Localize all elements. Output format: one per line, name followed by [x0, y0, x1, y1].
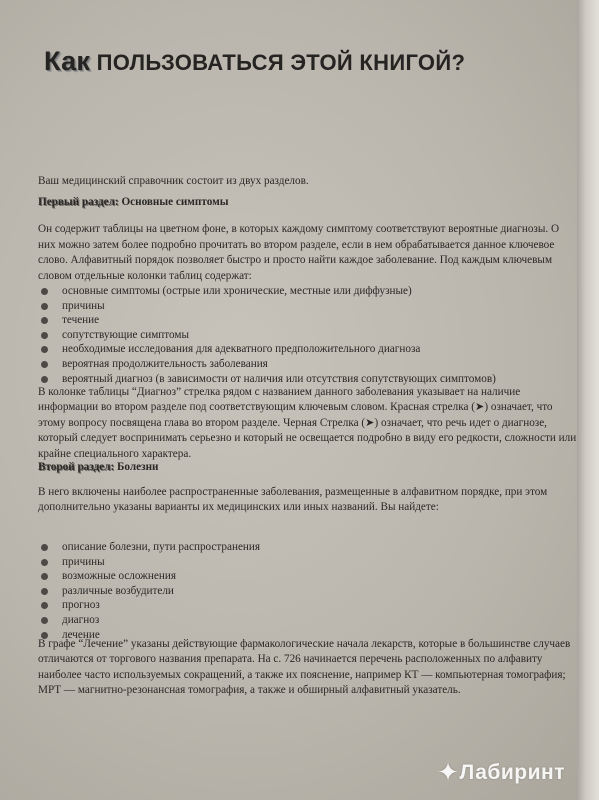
bullet-icon [41, 303, 48, 310]
section-2-name: Болезни [114, 461, 159, 473]
section-1-heading [38, 195, 578, 210]
list-item [38, 299, 578, 314]
list-item [38, 555, 578, 570]
bullet-icon [41, 573, 48, 580]
intro-text [38, 174, 578, 189]
bullet-icon [41, 588, 48, 595]
list-item-text: описание болезни, пути распространения [62, 541, 261, 553]
watermark-text: Лабиринт [459, 761, 565, 784]
list-item [38, 313, 578, 328]
intro-sentence: Ваш медицинский справочник состоит из двух разделов. [38, 175, 309, 187]
bullet-icon [41, 288, 48, 295]
bullet-icon [41, 361, 48, 368]
bullet-icon [41, 544, 48, 551]
list-item-text: основные симптомы (острые или хронические, местные или диффузные) [62, 285, 412, 297]
list-item [38, 613, 578, 628]
list-item-text: необходимые исследования для адекватного предположительного диагноза [62, 343, 421, 356]
bullet-icon [41, 376, 48, 383]
bullet-icon [41, 559, 48, 566]
book-spine [577, 0, 599, 800]
list-item-text: лечение [62, 628, 100, 641]
list-item-text: течение [62, 314, 100, 327]
list-item [38, 357, 578, 372]
bullet-icon [41, 346, 48, 353]
section-1-paragraph: Он содержит таблицы на цветном фоне, в которых каждому симптому соответствуют вероятные диагнозы. О них можно затем более подробно прочитать во втором разделе, если в нем обрабатывается данное ключевое слово. Алфавитный порядок позволяет быстро и просто найти каждое заболевание. Под каждым ключевым словом отдельные колонки таблиц содержат: [38, 223, 560, 282]
section-1-list [38, 284, 578, 386]
list-item [38, 372, 578, 387]
title-rest: ПОЛЬЗОВАТЬСЯ ЭТОЙ КНИГОЙ? [90, 50, 466, 75]
bullet-icon [41, 602, 48, 609]
list-item [38, 569, 578, 584]
labirint-logo-icon: ✦ [437, 757, 460, 787]
diagnosis-note [38, 385, 578, 462]
section-1-label: Первый раздел: [38, 196, 119, 208]
list-item-text: прогноз [62, 599, 100, 612]
list-item-text: вероятная продолжительность заболевания [62, 357, 268, 370]
diagnosis-note-text: В колонке таблицы “Диагноз” стрелка рядом с названием данного заболевания указывает на наличие информации во втором разделе под соответствующим ключевым словом. Красная стрелка (➤) означает, что этому вопросу посвящена глава во втором разделе. Черная Стрелка (➤) означает, что речь идет о диагнозе, который следует воспринимать серьезно и который не освещается подробно в виду его редкости, сложности или крайне специального характера. [38, 386, 577, 460]
list-item-text: сопутствующие симптомы [62, 328, 189, 341]
bullet-icon [41, 617, 48, 624]
section-2 [38, 460, 578, 475]
section-1 [38, 195, 578, 284]
list-item-text: различные возбудители [62, 584, 174, 597]
treatment-note-text: В графе “Лечение” указаны действующие фармакологические начала лекарств, которые в большинстве случаев отличаются от торгового названия препарата. На с. 726 начинается перечень расположенных по алфавиту наиболее часто используемых сокращений, а также их пояснение, например КТ — компьютерная томография; МРТ — магнитно-резонансная томография, а также и обширный алфавитный указатель. [38, 638, 571, 697]
treatment-note [38, 637, 578, 699]
list-item [38, 328, 578, 343]
list-item-text: причины [62, 555, 105, 568]
list-item [38, 284, 578, 299]
list-item-text: причины [62, 299, 105, 312]
list-item-text: диагноз [62, 613, 100, 626]
list-item-text: вероятный диагноз (в зависимости от наличия или отсутствия сопутствующих симптомов) [62, 372, 496, 385]
bullet-icon [41, 317, 48, 324]
section-2-label: Второй раздел: [38, 461, 115, 473]
page-title [44, 46, 465, 77]
section-2-list [38, 540, 578, 642]
section-2-paragraph-text: В него включены наиболее распространенные заболевания, размещенные в алфавитном порядке, при этом дополнительно указаны варианты их медицинских или иных названий. Вы найдете: [38, 486, 548, 514]
list-item [38, 342, 578, 357]
section-1-name: Основные симптомы [118, 196, 229, 208]
list-item [38, 540, 578, 555]
labirint-watermark [437, 757, 565, 788]
section-2-paragraph [38, 485, 578, 516]
title-first-word: Как [44, 46, 91, 76]
list-item-text: возможные осложнения [62, 570, 176, 583]
list-item [38, 584, 578, 599]
section-2-heading [38, 460, 578, 475]
bullet-icon [41, 332, 48, 339]
list-item [38, 598, 578, 613]
